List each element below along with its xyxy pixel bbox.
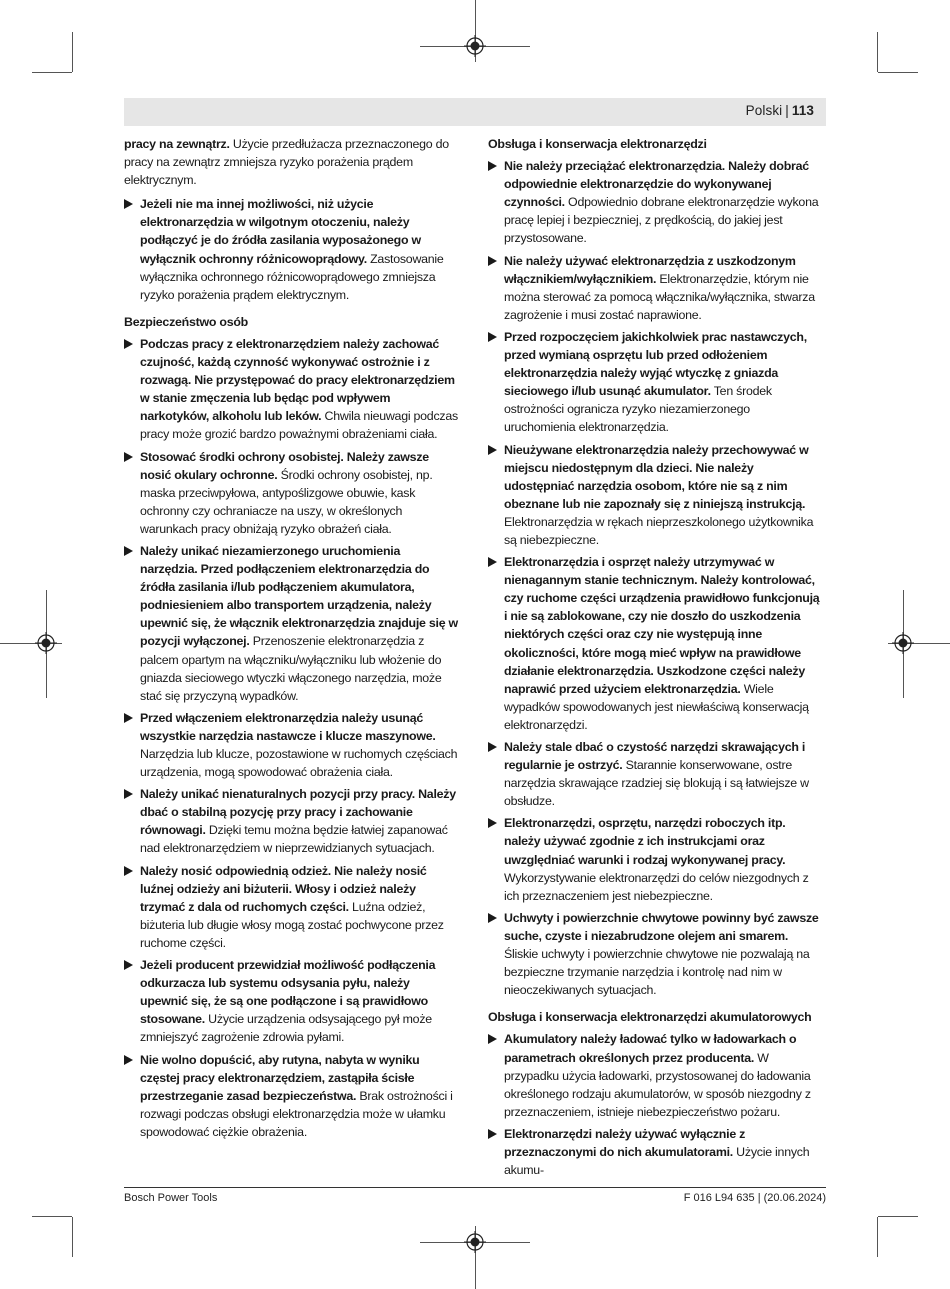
bullet-arrow-icon (488, 161, 497, 171)
footer-document-id: F 016 L94 635 | (20.06.2024) (683, 1192, 826, 1204)
section-heading: Bezpieczeństwo osób (124, 314, 248, 329)
list-item: Przed włączeniem elektronarzędzia należy usunąć wszystkie narzędzia nastawcze i klucze maszynowe. Narzędzia lub klucze, pozostawione w ruchomych częściach urządzenia, mogą spowodować obrażenia ciała. (124, 709, 460, 781)
continuation-paragraph: pracy na zewnątrz. Użycie przedłużacza przeznaczonego do pracy na zewnątrz zmniejsza ryzyko porażenia prądem elektrycznym. (124, 137, 449, 188)
crop-mark-top-left-v (72, 32, 73, 72)
list-item: Podczas pracy z elektronarzędziem należy zachować czujność, każdą czynność wykonywać ostrożnie i z rozwagą. Nie przystępować do pracy elektronarzędziem w stanie zmęczenia lub będąc pod wpływem narkotyków, alkoholu lub leków. Chwila nieuwagi podczas pracy może grozić bardzo poważnymi obrażeniami ciała. (124, 335, 460, 444)
bullet-arrow-icon (124, 1055, 133, 1065)
list-item: Nie należy przeciążać elektronarzędzia. Należy dobrać odpowiednie elektronarzędzie do wykonywanej czynności. Odpowiednio dobrane elektronarzędzie wykona pracę lepiej i bezpieczniej, z prędkością, do jakiej jest przystosowane. (488, 157, 824, 247)
crop-mark-bottom-left-v (72, 1217, 73, 1257)
list-item: Należy unikać nienaturalnych pozycji przy pracy. Należy dbać o stabilną pozycję przy pracy i zachowanie równowagi. Dzięki temu można będzie łatwiej zapanować nad elektronarzędziem w nieprzewidzianych sytuacjach. (124, 785, 460, 857)
footer-divider (124, 1187, 826, 1188)
list-item: Elektronarzędzia i osprzęt należy utrzymywać w nienagannym stanie technicznym. Należy kontrolować, czy ruchome części urządzenia prawidłowo funkcjonują i nie są zablokowane, czy nie doszło do uszkodzenia niektórych części oraz czy nie występują inne okoliczności, które mogą mieć wpływ na prawidłowe działanie elektronarzędzia. Uszkodzone części należy naprawić przed użyciem elektronarzędzia. Wiele wypadków spowodowanych jest niewłaściwą konserwacją elektronarzędzi. (488, 553, 824, 734)
section-heading: Obsługa i konserwacja elektronarzędzi (488, 137, 707, 151)
crop-mark-top-right-h (878, 72, 918, 73)
bullet-arrow-icon (488, 1034, 497, 1044)
list-item: Jeżeli nie ma innej możliwości, niż użycie elektronarzędzia w wilgotnym otoczeniu, należy podłączyć je do źródła zasilania wyposażonego w wyłącznik ochronny różnicowoprądowy. Zastosowanie wyłącznika ochronnego różnicowoprądowego zmniejsza ryzyko porażenia prądem elektrycznym. (124, 195, 460, 304)
crop-mark-top-right-v (877, 32, 878, 72)
list-item: Należy unikać niezamierzonego uruchomienia narzędzia. Przed podłączeniem elektronarzędzia do źródła zasilania i/lub podłączeniem akumulatora, podniesieniem albo transportem urządzenia, należy upewnić się, że włącznik elektronarzędzia znajduje się w pozycji wyłączonej. Przenoszenie elektronarzędzia z palcem opartym na włączniku/wyłączniku lub włożenie do gniazda sieciowego wtyczki włączonego narzędzia, może stać się przyczyną wypadków. (124, 542, 460, 705)
bullet-arrow-icon (488, 332, 497, 342)
registration-mark-bottom-icon (464, 1231, 486, 1253)
bullet-arrow-icon (488, 742, 497, 752)
page-number: 113 (791, 103, 814, 118)
crop-mark-top-left-h (32, 72, 72, 73)
header-text: Polski | 113 (745, 103, 814, 118)
page-header (124, 98, 826, 126)
registration-mark-right-icon (892, 632, 914, 654)
bullet-arrow-icon (488, 1129, 497, 1139)
footer-brand: Bosch Power Tools (124, 1192, 218, 1204)
bullet-arrow-icon (124, 960, 133, 970)
section-heading: Obsługa i konserwacja elektronarzędzi akumulatorowych (488, 1010, 812, 1025)
list-item: Nie wolno dopuścić, aby rutyna, nabyta w wyniku częstej pracy elektronarzędziem, zastąpiła ścisłe przestrzeganie zasad bezpieczeństwa. Brak ostrożności i rozwagi podczas obsługi elektronarzędzia może w ułamku spowodować ciężkie obrażenia. (124, 1051, 460, 1141)
bullet-arrow-icon (124, 546, 133, 556)
crop-mark-bottom-right-h (878, 1216, 918, 1217)
crop-mark-bottom-right-v (877, 1217, 878, 1257)
bullet-arrow-icon (124, 789, 133, 799)
list-item: Elektronarzędzi, osprzętu, narzędzi roboczych itp. należy używać zgodnie z ich instrukcjami oraz uwzględniać warunki i rodzaj wykonywanej pracy. Wykorzystywanie elektronarzędzi do celów niezgodnych z ich przeznaczeniem jest niebezpieczne. (488, 814, 824, 904)
bullet-arrow-icon (124, 199, 133, 209)
bullet-arrow-icon (488, 557, 497, 567)
list-item: Nie należy używać elektronarzędzia z uszkodzonym włącznikiem/wyłącznikiem. Elektronarzędzie, którym nie można sterować za pomocą włącznika/wyłącznika, stwarza zagrożenie i musi zostać naprawione. (488, 252, 824, 324)
bullet-arrow-icon (488, 818, 497, 828)
list-item: Jeżeli producent przewidział możliwość podłączenia odkurzacza lub systemu odsysania pyłu, należy upewnić się, że są one podłączone i są prawidłowo stosowane. Użycie urządzenia odsysającego pył może zmniejszyć zagrożenie zdrowia pyłami. (124, 956, 460, 1046)
left-column (124, 135, 460, 1145)
registration-mark-top-icon (464, 35, 486, 57)
bullet-arrow-icon (124, 713, 133, 723)
list-item: Nieużywane elektronarzędzia należy przechowywać w miejscu niedostępnym dla dzieci. Nie należy udostępniać narzędzia osobom, które nie są z nim obeznane lub nie zapoznały się z niniejszą instrukcją. Elektronarzędzia w rękach nieprzeszkolonego użytkownika są niebezpieczne. (488, 441, 824, 550)
list-item: Należy nosić odpowiednią odzież. Nie należy nosić luźnej odzieży ani biżuterii. Włosy i odzież należy trzymać z dala od ruchomych części. Luźna odzież, biżuteria lub długie włosy mogą zostać pochwycone przez ruchome części. (124, 862, 460, 952)
right-column (488, 135, 824, 1183)
list-item: Stosować środki ochrony osobistej. Należy zawsze nosić okulary ochronne. Środki ochrony osobistej, np. maska przeciwpyłowa, antypoślizgowe obuwie, kask ochronny czy ochraniacze na uszy, w określonych warunkach pracy obniżają ryzyko obrażeń ciała. (124, 448, 460, 538)
list-item: Elektronarzędzi należy używać wyłącznie z przeznaczonymi do nich akumulatorami. Użycie innych akumu- (488, 1125, 824, 1179)
bullet-arrow-icon (124, 866, 133, 876)
bullet-arrow-icon (124, 339, 133, 349)
crop-mark-bottom-left-h (32, 1216, 72, 1217)
bullet-arrow-icon (488, 913, 497, 923)
bullet-arrow-icon (124, 452, 133, 462)
list-item: Akumulatory należy ładować tylko w ładowarkach o parametrach określonych przez producenta. W przypadku użycia ładowarki, przystosowanej do ładowania określonego rodzaju akumulatorów, w sposób niezgodny z przeznaczeniem, istnieje niebezpieczeństwo pożaru. (488, 1030, 824, 1120)
list-item: Uchwyty i powierzchnie chwytowe powinny być zawsze suche, czyste i niezabrudzone olejem ani smarem. Śliskie uchwyty i powierzchnie chwytowe nie pozwalają na bezpieczne trzymanie narzędzia i kontrolę nad nim w nieoczekiwanych sytuacjach. (488, 909, 824, 999)
registration-mark-left-icon (35, 632, 57, 654)
header-language: Polski (745, 103, 783, 118)
bullet-arrow-icon (488, 256, 497, 266)
list-item: Należy stale dbać o czystość narzędzi skrawających i regularnie je ostrzyć. Starannie konserwowane, ostre narzędzia skrawające rzadziej się blokują i są łatwiejsze w obsłudze. (488, 738, 824, 810)
list-item: Przed rozpoczęciem jakichkolwiek prac nastawczych, przed wymianą osprzętu lub przed odłożeniem elektronarzędzia należy wyjąć wtyczkę z gniazda sieciowego i/lub usunąć akumulator. Ten środek ostrożności ogranicza ryzyko niezamierzonego uruchomienia elektronarzędzia. (488, 328, 824, 437)
bullet-arrow-icon (488, 445, 497, 455)
